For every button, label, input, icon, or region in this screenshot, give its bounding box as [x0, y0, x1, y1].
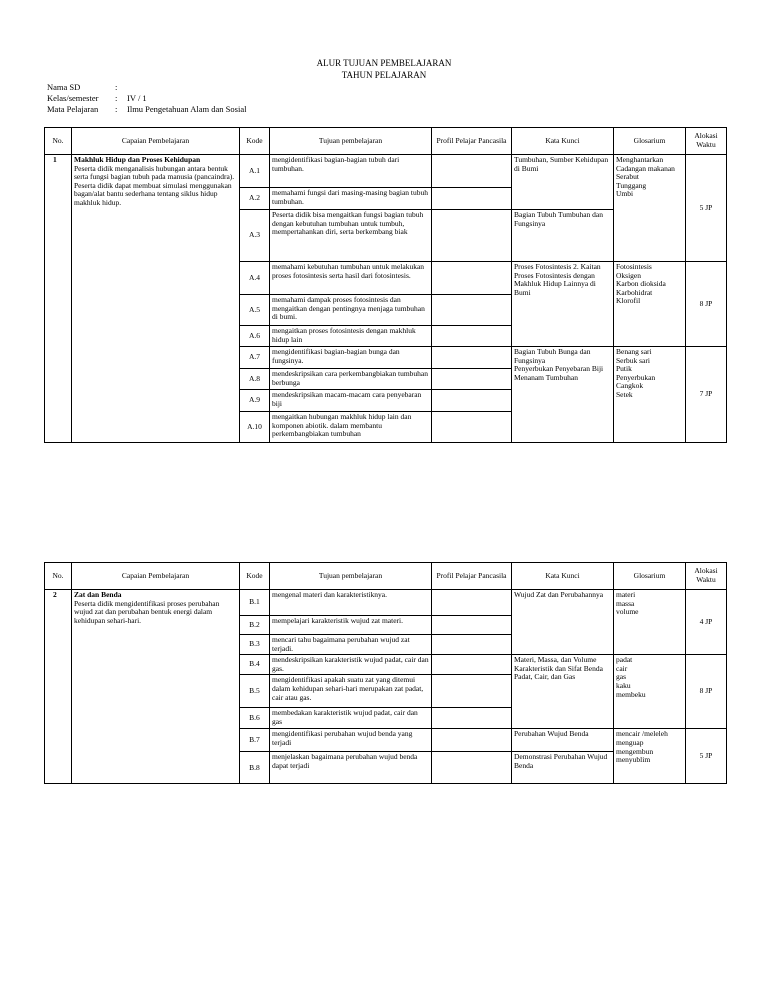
col-header: Tujuan pembelajaran: [270, 563, 432, 590]
atp-table-1: [44, 127, 727, 443]
profil-cell: [432, 295, 512, 326]
glosarium-cell: Fotosintesis Oksigen Karbon dioksida Karbohidrat Klorofil: [614, 262, 686, 347]
profil-cell: [432, 369, 512, 390]
profil-cell: [432, 616, 512, 635]
kode-cell: B.1: [240, 590, 270, 616]
kode-cell: B.6: [240, 708, 270, 729]
col-header: Glosarium: [614, 128, 686, 155]
topic-title: Zat dan Benda: [74, 590, 122, 599]
profil-cell: [432, 412, 512, 443]
profil-cell: [432, 635, 512, 655]
profil-cell: [432, 708, 512, 729]
capaian-text: Peserta didik menganalisis hubungan antara bentuk serta fungsi bagian tubuh pada manusia (pancaindra). Peserta didik dapat membuat simulasi menggunakan bagan/alat bantu sederhana tentang siklus hidup makhluk hidup.: [74, 163, 235, 207]
col-header: Kode: [240, 563, 270, 590]
kode-cell: A.4: [240, 262, 270, 295]
profil-cell: [432, 262, 512, 295]
glosarium-cell: materi massa volume: [614, 590, 686, 655]
row-number: 2: [45, 590, 72, 784]
tujuan-cell: mempelajari karakteristik wujud zat materi.: [270, 616, 432, 635]
tujuan-cell: mendeskripsikan cara perkembangbiakan tumbuhan berbunga: [270, 369, 432, 390]
table-row: [45, 590, 727, 616]
tujuan-cell: mengidentifikasi perubahan wujud benda yang terjadi: [270, 729, 432, 752]
col-header: Glosarium: [614, 563, 686, 590]
tujuan-cell: mendeskripsikan macam-macam cara penyebaran biji: [270, 390, 432, 412]
kode-cell: B.8: [240, 752, 270, 784]
kode-cell: B.7: [240, 729, 270, 752]
profil-cell: [432, 752, 512, 784]
col-header: No.: [45, 563, 72, 590]
kode-cell: A.1: [240, 155, 270, 188]
col-header: Profil Pelajar Pancasila: [432, 128, 512, 155]
tujuan-cell: mencari tahu bagaimana perubahan wujud zat terjadi.: [270, 635, 432, 655]
kata-kunci-cell: Wujud Zat dan Perubahannya: [512, 590, 614, 655]
tujuan-cell: membedakan karakteristik wujud padat, cair dan gas: [270, 708, 432, 729]
col-header: Kata Kunci: [512, 563, 614, 590]
kode-cell: A.10: [240, 412, 270, 443]
tujuan-cell: mengidentifikasi bagian-bagian bunga dan fungsinya.: [270, 347, 432, 369]
col-header: Capaian Pembelajaran: [72, 563, 240, 590]
kode-cell: A.9: [240, 390, 270, 412]
kode-cell: B.4: [240, 655, 270, 675]
col-header: No.: [45, 128, 72, 155]
profil-cell: [432, 390, 512, 412]
tujuan-cell: Peserta didik bisa mengaitkan fungsi bagian tubuh dengan kebutuhan tumbuhan untuk tumbuh, mempertahankan diri, serta berkembang biak: [270, 210, 432, 262]
meta-label: Mata Pelajaran: [47, 104, 99, 114]
tujuan-cell: mendeskripsikan karakteristik wujud padat, cair dan gas.: [270, 655, 432, 675]
tujuan-cell: memahami fungsi dari masing-masing bagian tubuh tumbuhan.: [270, 188, 432, 210]
kata-kunci-cell: Bagian Tubuh Bunga dan Fungsinya Penyerbukan Penyebaran Biji Menanam Tumbuhan: [512, 347, 614, 443]
profil-cell: [432, 210, 512, 262]
meta-value: IV / 1: [127, 93, 147, 103]
kode-cell: B.3: [240, 635, 270, 655]
kode-cell: A.6: [240, 326, 270, 347]
alokasi-cell: 5 JP: [686, 155, 727, 262]
capaian-text: Peserta didik mengidentifikasi proses perubahan wujud zat dan perubahan bentuk energi dalam kehidupan sehari-hari.: [74, 598, 220, 625]
profil-cell: [432, 188, 512, 210]
table-row: [45, 155, 727, 188]
profil-cell: [432, 655, 512, 675]
table-header-row: [45, 128, 727, 155]
glosarium-cell: padat cair gas kaku membeku: [614, 655, 686, 729]
kode-cell: A.7: [240, 347, 270, 369]
alokasi-cell: 8 JP: [686, 655, 727, 729]
atp-table-2: [44, 562, 727, 784]
tujuan-cell: mengidentifikasi apakah suatu zat yang ditemui dalam kehidupan sehari-hari merupakan zat padat, cair atau gas.: [270, 675, 432, 708]
col-header: Profil Pelajar Pancasila: [432, 563, 512, 590]
profil-cell: [432, 347, 512, 369]
kata-kunci-cell: Materi, Massa, dan Volume Karakteristik dan Sifat Benda Padat, Cair, dan Gas: [512, 655, 614, 729]
profil-cell: [432, 155, 512, 188]
col-header: Kata Kunci: [512, 128, 614, 155]
kata-kunci-cell: Tumbuhan, Sumber Kehidupan di Bumi: [512, 155, 614, 210]
kode-cell: B.5: [240, 675, 270, 708]
kode-cell: B.2: [240, 616, 270, 635]
kode-cell: A.8: [240, 369, 270, 390]
capaian-cell: [72, 155, 240, 443]
alokasi-cell: 7 JP: [686, 347, 727, 443]
profil-cell: [432, 675, 512, 708]
glosarium-cell: Benang sari Serbuk sari Putik Penyerbukan Cangkok Setek: [614, 347, 686, 443]
meta-label: Nama SD: [47, 82, 81, 92]
tujuan-cell: memahami kebutuhan tumbuhan untuk melakukan proses fotosintesis serta hasil dari fotosintesis.: [270, 262, 432, 295]
tujuan-cell: mengaitkan hubungan makhluk hidup lain dan komponen abiotik. dalam membantu perkembangbiakan tumbuhan: [270, 412, 432, 443]
kode-cell: A.5: [240, 295, 270, 326]
alokasi-cell: 5 JP: [686, 729, 727, 784]
kata-kunci-cell: Demonstrasi Perubahan Wujud Benda: [512, 752, 614, 784]
profil-cell: [432, 590, 512, 616]
tujuan-cell: memahami dampak proses fotosintesis dan mengaitkan dengan pentingnya menjaga tumbuhan di bumi.: [270, 295, 432, 326]
profil-cell: [432, 326, 512, 347]
tujuan-cell: menjelaskan bagaimana perubahan wujud benda dapat terjadi: [270, 752, 432, 784]
col-header: Tujuan pembelajaran: [270, 128, 432, 155]
doc-title: ALUR TUJUAN PEMBELAJARAN: [316, 58, 452, 68]
col-header: Capaian Pembelajaran: [72, 128, 240, 155]
kata-kunci-cell: Perubahan Wujud Benda: [512, 729, 614, 752]
col-header: Kode: [240, 128, 270, 155]
kata-kunci-cell: Bagian Tubuh Tumbuhan dan Fungsinya: [512, 210, 614, 262]
table-header-row: [45, 563, 727, 590]
kode-cell: A.2: [240, 188, 270, 210]
capaian-cell: [72, 590, 240, 784]
row-number: 1: [45, 155, 72, 443]
doc-subtitle: TAHUN PELAJARAN: [341, 70, 427, 80]
tujuan-cell: mengidentifikasi bagian-bagian tubuh dari tumbuhan.: [270, 155, 432, 188]
alokasi-cell: 8 JP: [686, 262, 727, 347]
glosarium-cell: mencair /meleleh menguap mengembun menyublim: [614, 729, 686, 784]
tujuan-cell: mengenal materi dan karakteristiknya.: [270, 590, 432, 616]
meta-block: Nama SD : Kelas/semester : IV / 1 Mata Pelajaran : Ilmu Pengetahuan Alam dan Sosial: [47, 82, 247, 114]
profil-cell: [432, 729, 512, 752]
col-header: Alokasi Waktu: [686, 563, 727, 590]
topic-title: Makhluk Hidup dan Proses Kehidupan: [74, 155, 201, 164]
glosarium-cell: Menghantarkan Cadangan makanan Serabut Tunggang Umbi: [614, 155, 686, 262]
col-header: Alokasi Waktu: [686, 128, 727, 155]
alokasi-cell: 4 JP: [686, 590, 727, 655]
kode-cell: A.3: [240, 210, 270, 262]
meta-label: Kelas/semester: [47, 93, 99, 103]
kata-kunci-cell: Proses Fotosintesis 2. Kaitan Proses Fotosintesis dengan Makhluk Hidup Lainnya di Bumi: [512, 262, 614, 347]
meta-value: Ilmu Pengetahuan Alam dan Sosial: [127, 104, 247, 114]
tujuan-cell: mengaitkan proses fotosintesis dengan makhluk hidup lain: [270, 326, 432, 347]
